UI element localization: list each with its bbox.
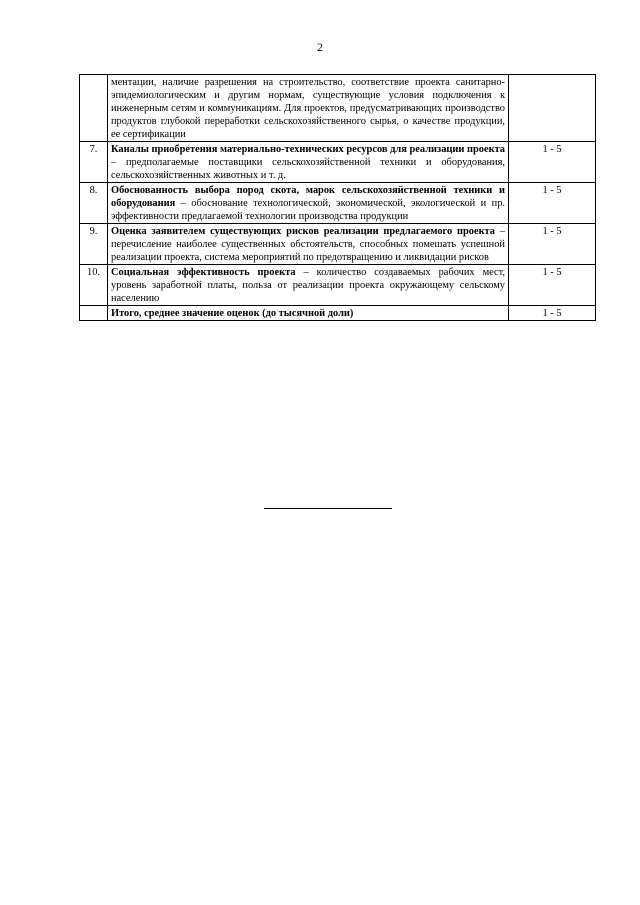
score-range: 1 - 5 [509, 142, 596, 183]
row-number [80, 306, 108, 321]
table-row [80, 183, 596, 224]
criterion-description [108, 306, 509, 321]
criterion-text: ментации, наличие разрешения на строительство, соответствие проекта санитарно-эпидемиологическим и другим нормам, существующие условия подключения к инженерным сетям и коммуникациям. Для проектов, предусматривающих производство продуктов глубокой переработки сельскохозяйственного сырья, о качестве продукции, ее сертификации [111, 77, 505, 140]
table-row [80, 224, 596, 265]
separator-line [264, 508, 392, 509]
criterion-description [108, 75, 509, 142]
table-row [80, 142, 596, 183]
table-row [80, 265, 596, 306]
criterion-description [108, 265, 509, 306]
score-range: 1 - 5 [509, 224, 596, 265]
criterion-title: Итого, среднее значение оценок (до тысячной доли) [111, 308, 354, 319]
row-number [80, 75, 108, 142]
criterion-text: – количество создаваемых рабочих мест, уровень заработной платы, польза от реализации проекта окружающему сельскому населению [111, 267, 505, 304]
criterion-title: Каналы приобретения материально-технических ресурсов для реализации проекта [111, 144, 505, 155]
criterion-description [108, 142, 509, 183]
row-number: 7. [80, 142, 108, 183]
criterion-title: Социальная эффективность проекта [111, 267, 296, 278]
criterion-title: Оценка заявителем существующих рисков реализации предлагаемого проекта [111, 226, 495, 237]
row-number: 9. [80, 224, 108, 265]
page-number: 2 [317, 40, 323, 54]
criterion-text: – обоснование технологической, экономической, экологической и пр. эффективности предлагаемой технологии производства продукции [111, 198, 505, 222]
score-range: 1 - 5 [509, 306, 596, 321]
row-number: 10. [80, 265, 108, 306]
score-range: 1 - 5 [509, 265, 596, 306]
score-range [509, 75, 596, 142]
criterion-text: – предполагаемые поставщики сельскохозяйственной техники и оборудования, сельскохозяйственных животных и т. д. [111, 157, 505, 181]
criteria-table [79, 74, 596, 321]
table-row [80, 306, 596, 321]
row-number: 8. [80, 183, 108, 224]
criterion-title: Обоснованность выбора пород скота, марок сельскохозяйственной техники и оборудования [111, 185, 505, 209]
criterion-description [108, 183, 509, 224]
criterion-text: – перечисление наиболее существенных обстоятельств, способных помешать успешной реализации проекта, система мероприятий по предотвращению и ликвидации рисков [111, 226, 505, 263]
table-row [80, 75, 596, 142]
score-range: 1 - 5 [509, 183, 596, 224]
criterion-description [108, 224, 509, 265]
